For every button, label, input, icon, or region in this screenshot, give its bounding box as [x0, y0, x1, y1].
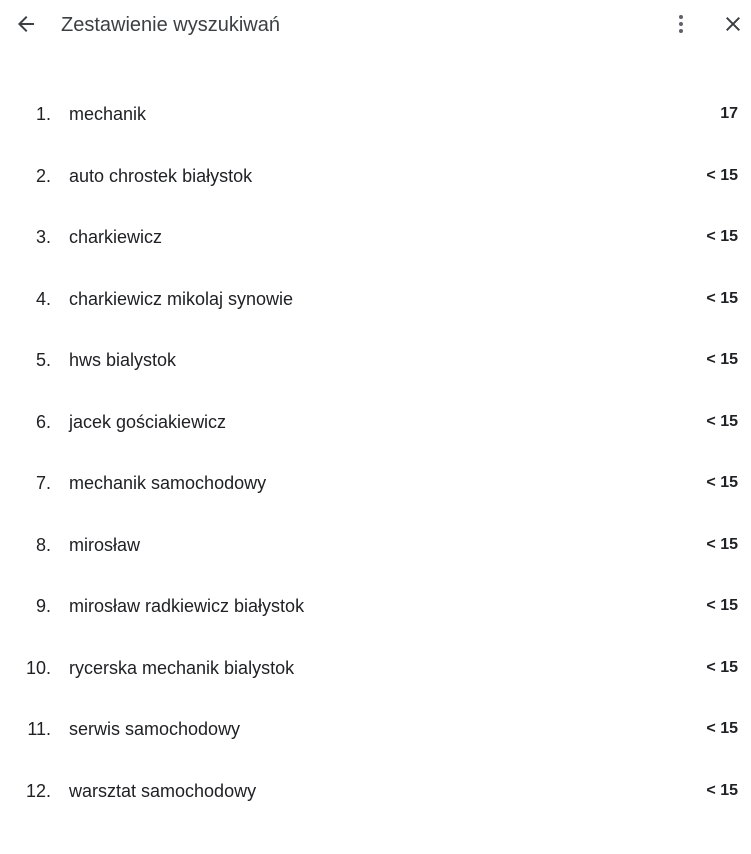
search-count: < 15 [706, 351, 738, 368]
back-button[interactable] [8, 6, 44, 42]
arrow-left-icon [14, 12, 38, 36]
rank-number: 11. [27, 719, 51, 739]
search-term: serwis samochodowy [69, 719, 241, 739]
search-count: < 15 [706, 597, 738, 614]
list-item [0, 759, 751, 821]
rank-number: 10. [25, 657, 51, 678]
search-count: < 15 [706, 228, 738, 245]
more-options-button[interactable] [663, 6, 699, 42]
list-item [0, 328, 751, 390]
rank-number: 3. [35, 227, 51, 247]
dialog-header [0, 0, 751, 50]
search-queries-list [0, 82, 751, 820]
rank-number: 9. [35, 596, 51, 616]
list-item [0, 513, 751, 575]
search-term: rycerska mechanik bialystok [69, 657, 295, 678]
search-count: < 15 [706, 289, 738, 307]
rank-number: 4. [35, 288, 51, 309]
rank-number: 12. [25, 780, 51, 801]
rank-number: 2. [35, 165, 51, 186]
search-count: 17 [720, 105, 738, 122]
rank-number: 5. [35, 350, 51, 370]
list-item [0, 636, 751, 698]
list-item [0, 697, 751, 759]
search-term: mirosław [69, 534, 141, 555]
search-term: warsztat samochodowy [69, 780, 257, 801]
list-item [0, 205, 751, 267]
search-term: hws bialystok [69, 350, 177, 370]
search-count: < 15 [706, 720, 738, 737]
rank-number: 6. [35, 411, 51, 432]
search-count: < 15 [706, 658, 738, 676]
search-count: < 15 [706, 474, 738, 491]
search-term: charkiewicz mikolaj synowie [69, 288, 294, 309]
page-title: Zestawienie wyszukiwań [61, 14, 280, 36]
search-term: mirosław radkiewicz białystok [69, 596, 305, 616]
more-vertical-icon [669, 12, 693, 36]
list-item [0, 574, 751, 636]
search-term: mechanik [69, 104, 147, 124]
search-count: < 15 [706, 412, 738, 430]
list-item [0, 451, 751, 513]
search-count: < 15 [706, 781, 738, 799]
search-count: < 15 [706, 535, 738, 553]
list-item [0, 82, 751, 144]
rank-number: 1. [35, 104, 51, 124]
search-count: < 15 [706, 166, 738, 184]
search-term: charkiewicz [69, 227, 163, 247]
list-item [0, 144, 751, 206]
list-item [0, 267, 751, 329]
search-term: jacek gościakiewicz [69, 411, 227, 432]
search-term: auto chrostek białystok [69, 165, 253, 186]
search-term: mechanik samochodowy [69, 473, 267, 493]
rank-number: 8. [35, 534, 51, 555]
rank-number: 7. [35, 473, 51, 493]
list-item [0, 390, 751, 452]
close-button[interactable] [715, 6, 751, 42]
close-icon [721, 12, 745, 36]
